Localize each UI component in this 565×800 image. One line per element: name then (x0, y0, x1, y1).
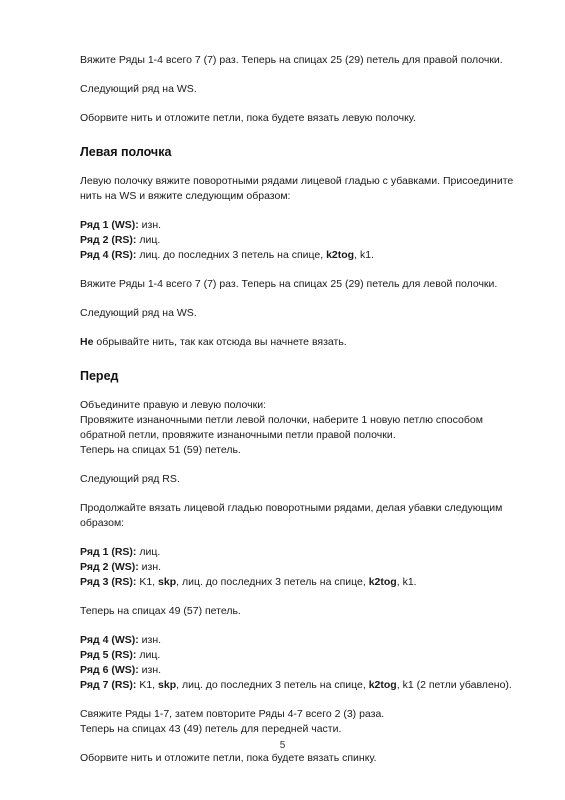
row-label: Ряд 4 (WS): (80, 634, 139, 646)
paragraph-do-not-break (80, 335, 530, 350)
row-text: изн. (138, 634, 162, 646)
paragraph-break-yarn: Оборвите нить и отложите петли, пока будете вязать левую полочку. (80, 112, 416, 124)
row-text: K1, (136, 576, 159, 588)
row-text: лиц. до последних 3 петель на спице, (136, 249, 327, 261)
row-label: Ряд 7 (RS): (80, 679, 137, 691)
paragraph-continue-line-2: образом: (80, 517, 125, 529)
row-text-tail: , k1. (354, 249, 374, 261)
paragraph-text: обрывайте нить, так как отсюда вы начнете вязать. (93, 336, 347, 348)
paragraph-next-row-ws-2: Следующий ряд на WS. (80, 307, 197, 319)
row-text-tail: , k1 (2 петли убавлено). (396, 679, 512, 691)
left-front-intro-line-2: нить на WS и вяжите следующим образом: (80, 190, 291, 202)
row-stitch-abbrev: skp (158, 576, 177, 588)
front-line-2: Провяжите изнаночными петли левой полочки, наберите 1 новую петлю способом (80, 414, 483, 426)
row-stitch-abbrev: skp (158, 679, 177, 691)
left-row-1 (80, 218, 530, 233)
front-row-5 (80, 648, 530, 663)
paragraph-right-front-repeat: Вяжите Ряды 1-4 всего 7 (7) раз. Теперь на спицах 25 (29) петель для правой полочки. (80, 54, 503, 66)
heading-left-front: Левая полочка (80, 145, 172, 159)
front-row-2 (80, 560, 530, 575)
paragraph-stitch-count-43: Теперь на спицах 43 (49) петель для передней части. (80, 723, 342, 735)
row-label: Ряд 6 (WS): (80, 664, 139, 676)
row-label: Ряд 4 (RS): (80, 249, 137, 261)
row-text: изн. (138, 664, 162, 676)
row-text: изн. (138, 219, 162, 231)
left-front-intro-line-1: Левую полочку вяжите поворотными рядами лицевой гладью с убавками. Присоедините (80, 175, 514, 187)
row-stitch-abbrev: k2tog (368, 576, 397, 588)
row-text-mid: , лиц. до последних 3 петель на спице, (176, 576, 369, 588)
row-label: Ряд 1 (RS): (80, 546, 137, 558)
paragraph-next-row-ws: Следующий ряд на WS. (80, 83, 197, 95)
row-text: лиц. (136, 234, 161, 246)
page-content (80, 53, 530, 766)
paragraph-stitch-count-49: Теперь на спицах 49 (57) петель. (80, 605, 241, 617)
paragraph-repeat-rows: Свяжите Ряды 1-7, затем повторите Ряды 4-7 всего 2 (3) раза. (80, 708, 385, 720)
row-label: Ряд 5 (RS): (80, 649, 137, 661)
front-line-4: Теперь на спицах 51 (59) петель. (80, 444, 241, 456)
front-row-4 (80, 633, 530, 648)
emphasis-not: Не (80, 336, 94, 348)
front-line-1: Объедините правую и левую полочки: (80, 399, 266, 411)
front-line-3: обратной петли, провяжите изнаночными петли правой полочки. (80, 429, 396, 441)
row-text: K1, (136, 679, 159, 691)
paragraph-next-row-rs: Следующий ряд RS. (80, 473, 180, 485)
heading-front: Перед (80, 369, 119, 383)
front-row-6 (80, 663, 530, 678)
page-number: 5 (279, 740, 286, 751)
row-text: изн. (138, 561, 162, 573)
left-row-4 (80, 248, 530, 263)
row-text: лиц. (136, 546, 161, 558)
row-label: Ряд 3 (RS): (80, 576, 137, 588)
paragraph-continue-line-1: Продолжайте вязать лицевой гладью поворотными рядами, делая убавки следующим (80, 502, 503, 514)
front-row-1 (80, 545, 530, 560)
row-text: лиц. (136, 649, 161, 661)
front-row-3 (80, 575, 530, 590)
row-stitch-abbrev: k2tog (326, 249, 355, 261)
left-row-2 (80, 233, 530, 248)
paragraph-left-front-repeat: Вяжите Ряды 1-4 всего 7 (7) раз. Теперь на спицах 25 (29) петель для левой полочки. (80, 278, 498, 290)
row-text-tail: , k1. (396, 576, 417, 588)
paragraph-break-yarn-back: Оборвите нить и отложите петли, пока будете вязать спинку. (80, 752, 377, 764)
row-stitch-abbrev: k2tog (368, 679, 397, 691)
row-text-mid: , лиц. до последних 3 петель на спице, (176, 679, 369, 691)
row-label: Ряд 2 (WS): (80, 561, 139, 573)
front-row-7 (80, 678, 530, 693)
row-label: Ряд 1 (WS): (80, 219, 139, 231)
row-label: Ряд 2 (RS): (80, 234, 137, 246)
